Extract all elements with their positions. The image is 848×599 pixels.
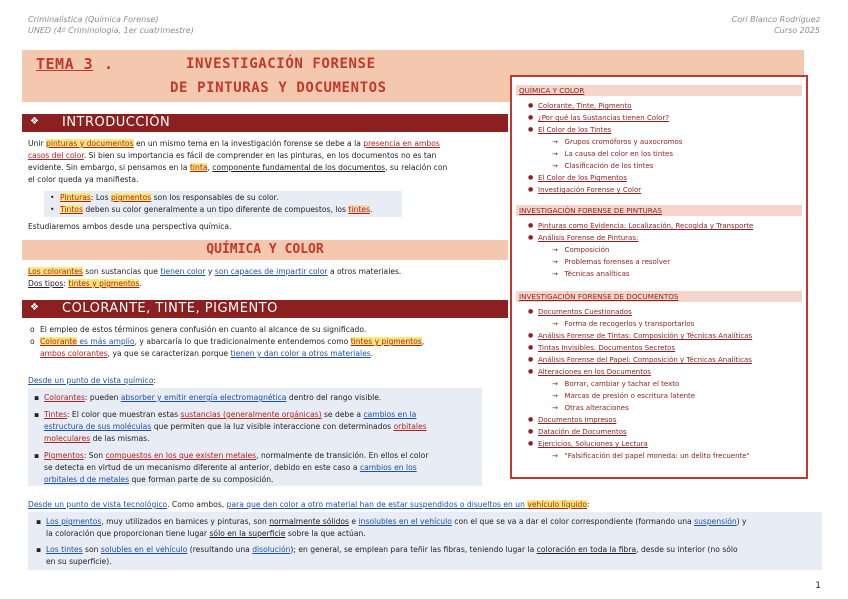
toc-link-documentos-cuestionados[interactable]: ● Documentos Cuestionados (528, 308, 632, 316)
toc-link-pinturas-evidencia[interactable]: ● Pinturas como Evidencia: Localización, Recogida y Transporte (528, 222, 754, 230)
toc-link-alteraciones[interactable]: ● Alteraciones en los Documentos (528, 368, 651, 376)
toc-sub-item: → Composición (552, 246, 610, 254)
toc-sub-item: → Otras alteraciones (552, 404, 629, 412)
tec-list (36, 516, 820, 568)
list-item: ▪ Colorantes: pueden absorber y emitir energía electromagnética dentro del rango visible. (34, 393, 382, 402)
list-item: ▪ Los tintes son solubles en el vehículo (resultando una disolución); en general, se emplean para teñir las fibras, teniendo lugar la coloración en toda la fibra, desde su interior (no sólo en su superficie). (36, 545, 738, 566)
section-quimica-color: QUÍMICA Y COLOR (22, 240, 508, 260)
section-title: INTRODUCCIÓN (62, 115, 171, 130)
toc-sub-item: → Técnicas analíticas (552, 270, 630, 278)
list-item: ▪ Pigmentos: Son compuestos en los que existen metales, normalmente de transición. En ellos el color se detecta en virtud de un mecanismo diferente al anterior, debido en este caso a cambios en los orbitales d de metales que forman parte de su composición. (34, 451, 429, 484)
section-title: COLORANTE, TINTE, PIGMENTO (62, 301, 278, 316)
list-item: ▪ Tintes: El color que muestran estas sustancias (generalmente orgánicas) se debe a cambios en la estructura de sus moléculas que permiten que la luz visible interaccione con determinados orbitales moleculares de las mismas. (34, 410, 427, 443)
intro-paragraph: Unir pinturas y documentos en un mismo tema en la investigación forense se debe a la presencia en ambos casos del color. Si bien su importancia es fácil de comprender en las pinturas, en los documentos no es tan evidente. Sin embargo, si pensamos en la tinta, componente fundamental de los documentos, su relación con el color queda ya manifiesta. (28, 139, 448, 184)
quimica-paragraph: Los colorantes son sustancias que tienen color y son capaces de impartir color a otros materiales. Dos tipos: tintes y pigmentos. (28, 267, 402, 288)
header-left (28, 14, 194, 36)
header-right (732, 14, 820, 36)
toc-link-analisis-pinturas[interactable]: ● Análisis Forense de Pinturas: (528, 234, 639, 242)
toc-link-tintas-invisibles[interactable]: ● Tintas Invisibles. Documentos Secretos (528, 344, 676, 352)
intro-bullets (50, 192, 406, 216)
table-of-contents (510, 75, 808, 479)
tema-dot: . (104, 55, 114, 73)
toc-sub-item: → Borrar, cambiar y tachar el texto (552, 380, 680, 388)
section-colorante (22, 300, 508, 318)
toc-sub-item: → Grupos cromóforos y auxocromos (552, 138, 683, 146)
toc-link-color-tintes[interactable]: ● El Color de los Tintes (528, 126, 612, 134)
section-introduccion (22, 114, 508, 132)
list-item: o Colorante es más amplio, y abarcaría lo que tradicionalmente entendemos como tintes y pigmentos, ambos colorantes, ya que se caracterizan porque tienen y dan color a otros materiales. (30, 337, 425, 358)
tema-label: TEMA 3 (36, 55, 94, 73)
toc-heading: QUÍMICA Y COLOR (516, 85, 802, 96)
intro-closing: Estudiaremos ambos desde una perspectiva química. (28, 222, 232, 231)
toc-link-sustancias-color[interactable]: ● ¿Por qué las Sustancias tienen Color? (528, 114, 669, 122)
list-item: ▪ Los pigmentos, muy utilizados en barnices y pinturas, son normalmente sólidos e insolubles en el vehículo con el que se va a dar el color correspondiente (formando una suspensión) y la coloración que proporcionan tiene lugar sólo en la superficie sobre la que actúan. (36, 517, 747, 538)
toc-link-colorante[interactable]: ● Colorante, Tinte, Pigmento (528, 102, 632, 110)
page-title-line1: INVESTIGACIÓN FORENSE (186, 56, 376, 72)
toc-link-analisis-tintas[interactable]: ● Análisis Forense de Tintas: Composición y Técnicas Analíticas (528, 332, 753, 340)
toc-sub-item: → La causa del color en los tintes (552, 150, 673, 158)
toc-link-documentos-impresos[interactable]: ● Documentos Impresos (528, 416, 617, 424)
course-title: Criminalística (Química Forense) (28, 15, 159, 24)
author-name: Cori Blanco Rodríguez (731, 15, 820, 24)
toc-link-investigacion-color[interactable]: ● Investigación Forense y Color (528, 186, 642, 194)
list-item: • Pinturas: Los pigmentos son los responsables de su color. (50, 193, 279, 202)
list-item: • Tintos deben su color generalmente a un tipo diferente de compuestos, los tintes. (50, 205, 373, 214)
colorante-list (30, 324, 508, 360)
toc-link-color-pigmentos[interactable]: ● El Color de los Pigmentos (528, 174, 627, 182)
page-number: 1 (815, 581, 821, 591)
toc-heading: INVESTIGACIÓN FORENSE DE DOCUMENTOS (516, 291, 802, 302)
quim-label: Desde un punto de vista químico: (28, 376, 157, 385)
toc-sub-item: → Problemas forenses a resolver (552, 258, 671, 266)
toc-sub-item: → Marcas de presión o escritura latente (552, 392, 696, 400)
toc-sub-item: → Clasificación de los tintes (552, 162, 654, 170)
page-title-line2: DE PINTURAS Y DOCUMENTOS (170, 80, 387, 96)
toc-sub-item: → "Falsificación del papel moneda: un delito frecuente" (552, 452, 750, 460)
toc-heading: INVESTIGACIÓN FORENSE DE PINTURAS (516, 205, 802, 216)
toc-link-datacion[interactable]: ● Datación de Documentos (528, 428, 627, 436)
diamond-icon: ❖ (30, 116, 40, 127)
diamond-icon: ❖ (30, 302, 40, 313)
toc-link-analisis-papel[interactable]: ● Análisis Forense del Papel: Composición y Técnicas Analíticas (528, 356, 752, 364)
course-year: Curso 2025 (774, 26, 820, 35)
list-item: o El empleo de estos términos genera confusión en cuanto al alcance de su significado. (30, 325, 367, 334)
toc-sub-item: → Forma de recogerlos y transportarlos (552, 320, 695, 328)
course-subtitle: UNED (4º Criminología, 1er cuatrimestre) (28, 26, 194, 35)
tec-label: Desde un punto de vista tecnológico. Como ambos, para que den color a otro material han de estar suspendidos o disueltos en un vehículo líquido: (28, 500, 590, 509)
quim-list (34, 392, 478, 486)
toc-link-ejercicios[interactable]: ● Ejercicios, Soluciones y Lectura (528, 440, 648, 448)
